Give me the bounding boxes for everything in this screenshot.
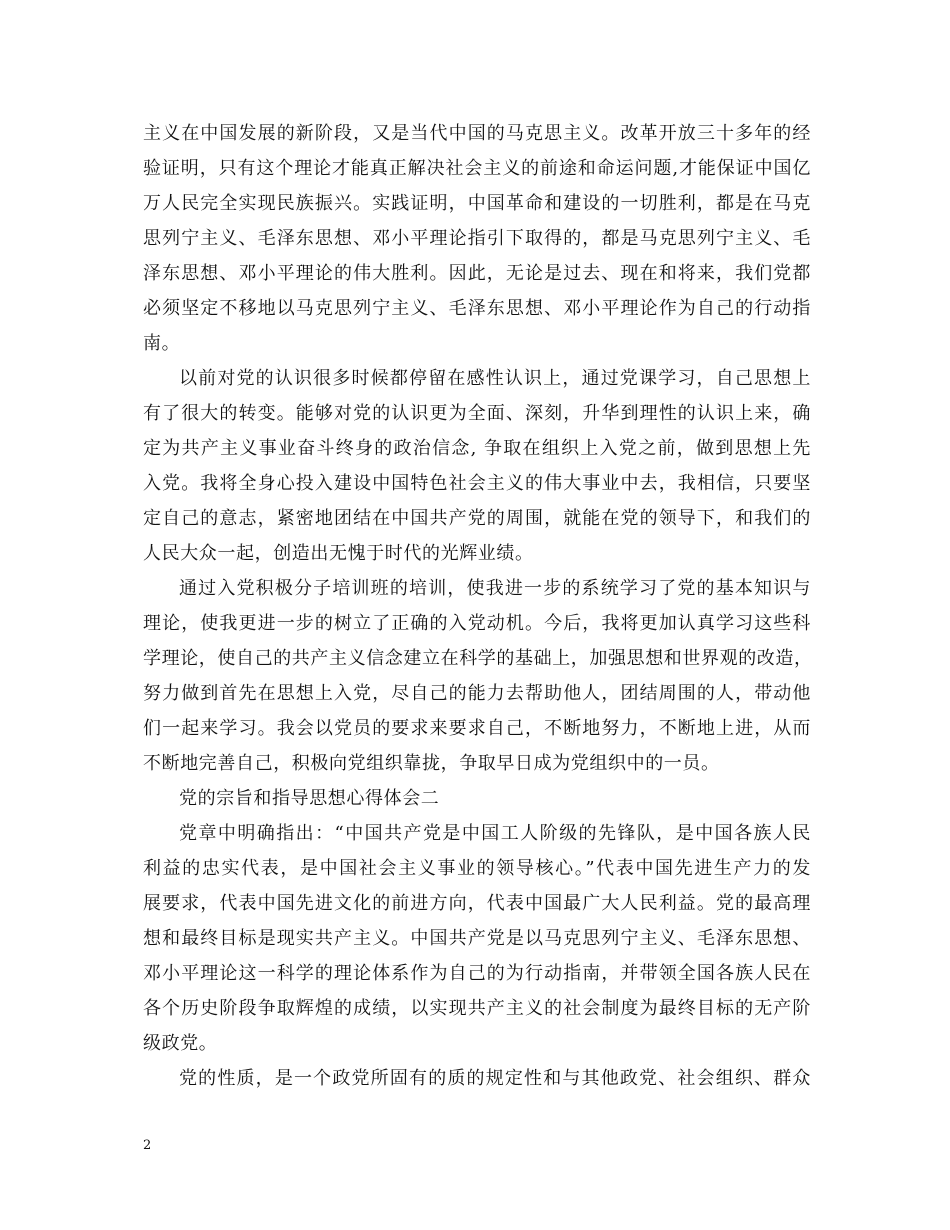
paragraph-first-line: 党章中明确指出：“中国共产党是中国工人阶级的先锋队，是中国各族人民 (179, 823, 811, 844)
text-line: 理论，使我更进一步的树立了正确的入党动机。今后，我将更加认真学习这些科 (143, 613, 811, 634)
text-line: 学理论，使自己的共产主义信念建立在科学的基础上，加强思想和世界观的改造， (143, 648, 813, 669)
page-number: 2 (143, 1138, 152, 1153)
text-line: 主义在中国发展的新阶段，又是当代中国的马克思主义。改革开放三十多年的经 (143, 123, 811, 144)
text-line: 努力做到首先在思想上入党，尽自己的能力去帮助他人，团结周围的人，带动他 (143, 683, 811, 704)
text-line: 思列宁主义、毛泽东思想、邓小平理论指引下取得的，都是马克思列宁主义、毛 (143, 228, 811, 249)
text-line: 各个历史阶段争取辉煌的成绩，以实现共产主义的社会制度为最终目标的无产阶 (143, 998, 811, 1019)
text-line: 级政党。 (143, 1033, 218, 1054)
text-line: 南。 (143, 333, 181, 354)
text-line: 人民大众一起，创造出无愧于时代的光辉业绩。 (143, 543, 534, 564)
section-heading: 党的宗旨和指导思想心得体会二 (179, 788, 440, 809)
text-line: 邓小平理论这一科学的理论体系作为自己的为行动指南，并带领全国各族人民在 (143, 963, 811, 984)
text-line: 定为共产主义事业奋斗终身的政治信念, 争取在组织上入党之前，做到思想上先 (143, 438, 811, 459)
text-line: 有了很大的转变。能够对党的认识更为全面、深刻，升华到理性的认识上来，确 (143, 403, 811, 424)
paragraph-first-line: 以前对党的认识很多时候都停留在感性认识上，通过党课学习，自己思想上 (179, 368, 811, 389)
text-line: 验证明，只有这个理论才能真正解决社会主义的前途和命运问题,才能保证中国亿 (143, 158, 811, 179)
paragraph-first-line: 通过入党积极分子培训班的培训，使我进一步的系统学习了党的基本知识与 (179, 578, 811, 599)
text-line: 利益的忠实代表，是中国社会主义事业的领导核心。”代表中国先进生产力的发 (143, 858, 811, 879)
text-line: 不断地完善自己，积极向党组织靠拢，争取早日成为党组织中的一员。 (143, 753, 720, 774)
text-line: 入党。我将全身心投入建设中国特色社会主义的伟大事业中去，我相信，只要坚 (143, 473, 811, 494)
text-line: 定自己的意志，紧密地团结在中国共产党的周围，就能在党的领导下，和我们的 (143, 508, 811, 529)
text-line: 必须坚定不移地以马克思列宁主义、毛泽东思想、邓小平理论作为自己的行动指 (143, 298, 811, 319)
text-line: 万人民完全实现民族振兴。实践证明，中国革命和建设的一切胜利，都是在马克 (143, 193, 811, 214)
text-line: 展要求，代表中国先进文化的前进方向，代表中国最广大人民利益。党的最高理 (143, 893, 811, 914)
paragraph-first-line: 党的性质，是一个政党所固有的质的规定性和与其他政党、社会组织、群众 (179, 1068, 811, 1089)
text-line: 泽东思想、邓小平理论的伟大胜利。因此，无论是过去、现在和将来，我们党都 (143, 263, 811, 284)
text-line: 想和最终目标是现实共产主义。中国共产党是以马克思列宁主义、毛泽东思想、 (143, 928, 811, 949)
body-text (143, 116, 811, 1096)
text-line: 们一起来学习。我会以党员的要求来要求自己，不断地努力，不断地上进，从而 (143, 718, 811, 739)
